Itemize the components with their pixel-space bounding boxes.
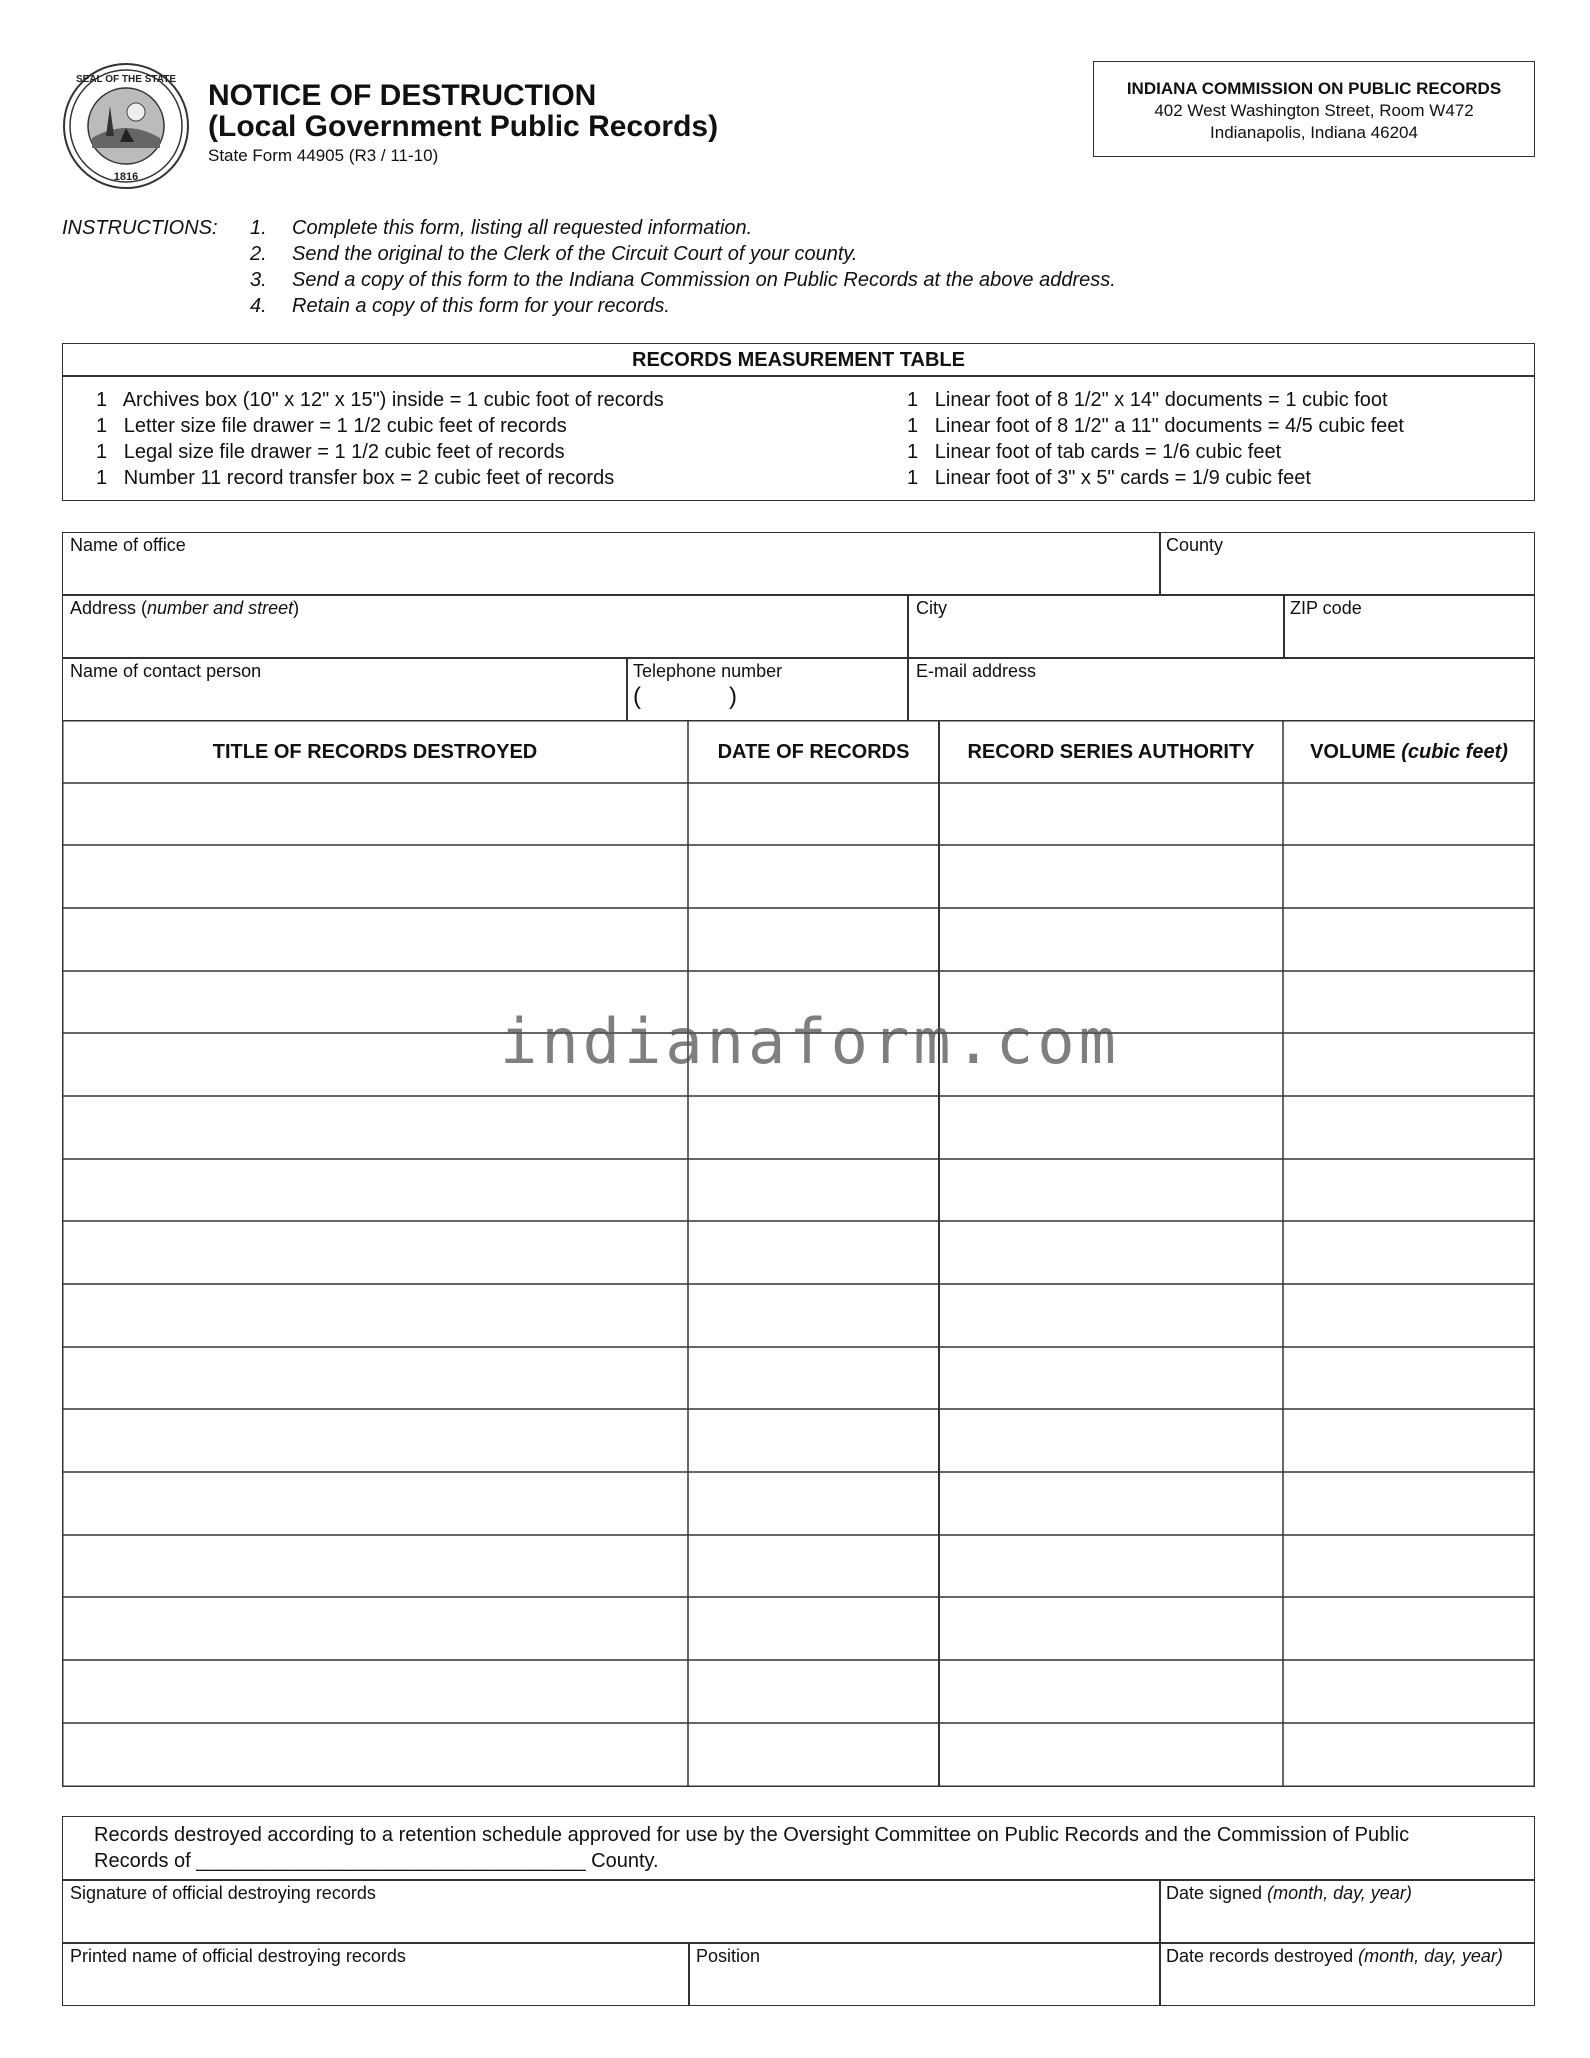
instruction-4: Retain a copy of this form for your records. xyxy=(292,295,670,317)
measurement-left-2: 1 Letter size file drawer = 1 1/2 cubic feet of records xyxy=(96,415,567,437)
city-field[interactable] xyxy=(909,596,1282,657)
agency-name: INDIANA COMMISSION ON PUBLIC RECORDS xyxy=(1126,79,1502,98)
col-header-title: TITLE OF RECORDS DESTROYED xyxy=(212,741,538,763)
phone-paren-close: ) xyxy=(729,683,737,710)
col-header-date: DATE OF RECORDS xyxy=(717,741,910,763)
instruction-1-num: 1. xyxy=(250,217,267,239)
measurement-left-3: 1 Legal size file drawer = 1 1/2 cubic feet of records xyxy=(96,441,565,463)
agency-city: Indianapolis, Indiana 46204 xyxy=(1210,123,1418,142)
county-field[interactable] xyxy=(1161,533,1534,594)
measurement-left-1: 1 Archives box (10" x 12" x 15") inside = 1 cubic foot of records xyxy=(96,389,664,411)
position-field[interactable] xyxy=(690,1944,1158,2005)
zip-field[interactable] xyxy=(1285,596,1534,657)
instruction-2-num: 2. xyxy=(250,243,267,265)
instruction-3-num: 3. xyxy=(250,269,267,291)
email-field[interactable] xyxy=(909,659,1534,720)
address-field[interactable] xyxy=(63,596,906,657)
form-title-line2: (Local Government Public Records) xyxy=(208,110,719,143)
office-name-label: Name of office xyxy=(70,535,186,555)
telephone-field[interactable] xyxy=(628,659,906,720)
city-label: City xyxy=(916,598,947,618)
date-signed-label: Date signed (month, day, year) xyxy=(1166,1883,1412,1903)
contact-name-field[interactable] xyxy=(63,659,625,720)
measurement-right-2: 1 Linear foot of 8 1/2" a 11" documents = 4/5 cubic feet xyxy=(907,415,1404,437)
measurement-right-4: 1 Linear foot of 3" x 5" cards = 1/9 cubic feet xyxy=(907,467,1311,489)
position-label: Position xyxy=(696,1946,761,1966)
contact-label: Name of contact person xyxy=(70,661,262,681)
form-title xyxy=(208,80,718,142)
col-header-authority: RECORD SERIES AUTHORITY xyxy=(967,741,1255,763)
signature-label: Signature of official destroying records xyxy=(70,1883,376,1903)
instruction-3: Send a copy of this form to the Indiana Commission on Public Records at the above address. xyxy=(292,269,1116,291)
date-signed-field[interactable] xyxy=(1161,1881,1534,1942)
printed-name-label: Printed name of official destroying records xyxy=(70,1946,406,1966)
date-destroyed-label: Date records destroyed (month, day, year) xyxy=(1166,1946,1503,1966)
printed-name-field[interactable] xyxy=(63,1944,687,2005)
address-label: Address (number and street) xyxy=(70,598,300,618)
measurement-left-4: 1 Number 11 record transfer box = 2 cubic feet of records xyxy=(96,467,615,489)
agency-address-box xyxy=(1093,61,1535,157)
col-header-volume: VOLUME (cubic feet) xyxy=(1310,741,1508,763)
telephone-label: Telephone number xyxy=(633,661,783,681)
instruction-4-num: 4. xyxy=(250,295,267,317)
email-label: E-mail address xyxy=(916,661,1037,681)
instruction-1: Complete this form, listing all requested information. xyxy=(292,217,753,239)
signature-field[interactable] xyxy=(63,1881,1158,1942)
watermark: indianaform.com xyxy=(500,1005,1120,1078)
measurement-right-1: 1 Linear foot of 8 1/2" x 14" documents = 1 cubic foot xyxy=(907,389,1388,411)
instructions-label: INSTRUCTIONS: xyxy=(62,217,218,239)
date-destroyed-field[interactable] xyxy=(1161,1944,1534,2005)
certification-statement-line1: Records destroyed according to a retention schedule approved for use by the Oversight Committee on Public Records and the Commission of Public xyxy=(94,1824,1410,1846)
certification-statement-line2: Records of ___________________________________ County. xyxy=(94,1850,659,1872)
instruction-2: Send the original to the Clerk of the Circuit Court of your county. xyxy=(292,243,858,265)
zip-label: ZIP code xyxy=(1290,598,1362,618)
svg-text:1816: 1816 xyxy=(113,171,139,183)
records-table xyxy=(62,720,1535,1787)
svg-text:SEAL OF THE STATE: SEAL OF THE STATE xyxy=(75,74,177,85)
county-label: County xyxy=(1166,535,1224,555)
state-seal-icon xyxy=(62,62,190,190)
office-name-field[interactable] xyxy=(63,533,1158,594)
form-id: State Form 44905 (R3 / 11-10) xyxy=(208,146,439,165)
measurement-title: RECORDS MEASUREMENT TABLE xyxy=(632,349,965,371)
agency-street: 402 West Washington Street, Room W472 xyxy=(1154,101,1474,120)
measurement-right-3: 1 Linear foot of tab cards = 1/6 cubic feet xyxy=(907,441,1282,463)
phone-paren-open: ( xyxy=(633,683,641,710)
form-title-line1: NOTICE OF DESTRUCTION xyxy=(208,79,597,112)
